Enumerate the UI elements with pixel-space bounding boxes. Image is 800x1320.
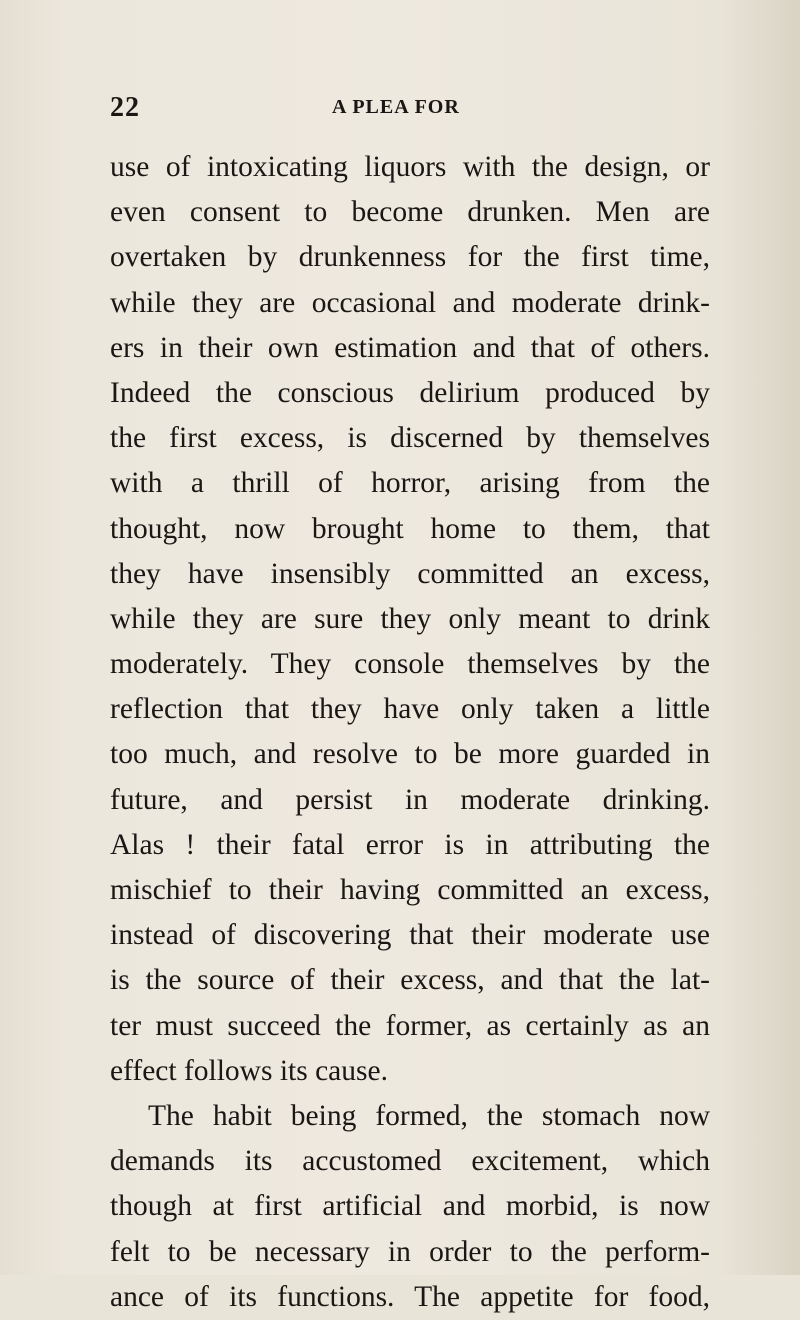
body-text <box>110 145 710 1320</box>
page-header <box>110 92 710 126</box>
text-line: overtaken by drunkenness for the first time, <box>110 241 710 274</box>
text-line: reflection that they have only taken a little <box>110 693 710 726</box>
text-line: moderately. They console themselves by the <box>110 648 710 681</box>
text-line: while they are sure they only meant to drink <box>110 602 710 635</box>
text-line: is the source of their excess, and that the lat- <box>110 964 710 997</box>
text-line: effect follows its cause. <box>110 1054 388 1087</box>
text-line: while they are occasional and moderate drink- <box>110 286 710 319</box>
text-line: instead of discovering that their moderate use <box>110 919 710 952</box>
text-line: ter must succeed the former, as certainly as an <box>110 1009 710 1042</box>
text-line: Indeed the conscious delirium produced by <box>110 376 710 409</box>
text-line: demands its accustomed excitement, which <box>110 1145 710 1178</box>
running-head: A PLEA FOR <box>332 96 460 118</box>
text-line: mischief to their having committed an excess, <box>110 874 710 906</box>
text-line: ance of its functions. The appetite for food, <box>110 1280 710 1313</box>
text-line: with a thrill of horror, arising from the <box>110 467 710 500</box>
text-line: too much, and resolve to be more guarded in <box>110 738 710 771</box>
text-line: though at first artificial and morbid, is now <box>110 1190 710 1223</box>
text-line: ers in their own estimation and that of others. <box>110 331 710 364</box>
text-line: they have insensibly committed an excess, <box>110 557 710 590</box>
text-line: use of intoxicating liquors with the design, or <box>110 151 710 183</box>
text-line: the first excess, is discerned by themselves <box>110 422 710 455</box>
text-line: even consent to become drunken. Men are <box>110 196 710 229</box>
text-line: Alas ! their fatal error is in attributing the <box>110 828 710 861</box>
text-line: felt to be necessary in order to the perform- <box>110 1235 710 1268</box>
text-line: future, and persist in moderate drinking. <box>110 783 710 816</box>
text-line: thought, now brought home to them, that <box>110 512 710 545</box>
page-number: 22 <box>110 92 140 123</box>
text-line: The habit being formed, the stomach now <box>148 1099 710 1132</box>
